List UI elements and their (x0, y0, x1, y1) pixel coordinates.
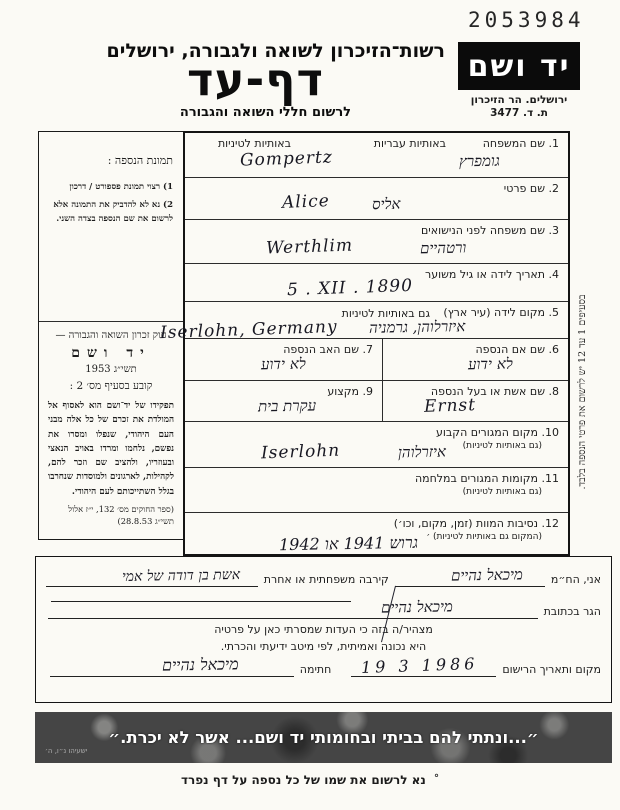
photo-instructions-box (39, 132, 183, 322)
row-birth-place (160, 302, 568, 344)
column-header-hebrew: באותיות עבריות (373, 137, 446, 150)
handwritten-relationship: אשת בן דודה של אמי (121, 566, 240, 586)
undersigned-label: אני, הח״מ (550, 573, 601, 586)
law-paragraph: תפקידו של יד־ושם הוא לאסוף אל המולדת את זכרם של כל אלה מבני העם היהודי, שנפלו ומסרו את נפשם, נלחמו ומרדו באויב הנאצי ובעוזריו, ולהציב שם וזכר להם, לקהילות, לארגונים ולמוסדות שנחרבו בגלל השתייכותם לעם היהודי. (48, 401, 174, 497)
handwritten-witness-name: מיכאל נהיים (450, 565, 523, 585)
handwritten-maiden-name-hebrew: ורטהיים (419, 238, 467, 258)
yad-vashem-logo-text: יד ושם (467, 48, 571, 84)
row-family-name (185, 133, 568, 178)
handwritten-place-date: 19 3 1986 (360, 653, 479, 678)
relationship-label: קירבה משפחתית או אחרת (263, 573, 389, 586)
photo-instruction-2: 2) נא לא להדביק את התמונה אלא לרשום את שם הנספה בצדה השני. (53, 200, 173, 224)
row-maiden-name (185, 220, 568, 264)
scripture-attribution: ישעיהו נ״ו, ה׳ (45, 747, 88, 755)
witness-identity-line (46, 565, 601, 587)
field-label: 6. שם אם הנספה (475, 343, 559, 356)
field-sublabel: גם באותיות לטיניות (341, 307, 430, 320)
handwritten-profession: עקרת בית (257, 396, 317, 416)
handwritten-signature: מיכאל נהיים (161, 654, 239, 675)
cell-profession (185, 381, 382, 421)
field-sublabel: (המקום גם באותיות לטיניות) ׳ (426, 532, 542, 542)
field-sublabel: (גם באותיות לטיניות) (462, 441, 542, 451)
field-label: 4. תאריך לידה או גיל משוער (425, 268, 559, 281)
handwritten-birth-date: 5 . XII . 1890 (286, 275, 414, 301)
cell-father-name (185, 339, 382, 380)
handwritten-address: מיכאל נהיים (380, 597, 453, 617)
relationship-field (46, 566, 258, 587)
row-first-name (185, 178, 568, 220)
scripture-quote: ״...ונתתי להם בביתי ובחומותי יד ושם... אשר לא יכרת.״ (108, 728, 539, 747)
law-yad-vashem: יד ושם (71, 345, 151, 361)
photo-box-title: תמונת הנספה : (107, 154, 173, 167)
handwritten-maiden-name-latin: Werthlim (265, 235, 354, 259)
field-label: 11. מקומות המגורים במלחמה (414, 472, 559, 485)
declaration-statement-line2: היא נכונה ואמיתית, לפי מיטב ידיעתי והכרתי. (220, 640, 427, 654)
witness-declaration-box (35, 556, 612, 703)
field-label: 1. שם המשפחה (482, 137, 559, 150)
field-label: 9. מקצוע (327, 385, 373, 398)
signature-label: חתימה (299, 663, 332, 676)
authority-title: רשות־הזיכרון לשואה ולגבורה, ירושלים (106, 40, 445, 62)
field-label: 7. שם האב הנספה (283, 343, 373, 356)
handwritten-spouse-name: Ernst (423, 395, 477, 417)
signature-field (50, 654, 294, 677)
handwritten-family-name-latin: Gompertz (239, 147, 334, 171)
footnote-text: נא לרשום את שמו של כל נספה על דף נפרד (180, 773, 426, 787)
handwritten-father-name: לא ידוע (261, 354, 307, 374)
row-permanent-residence (185, 422, 568, 468)
handwritten-mother-name: לא ידוע (468, 354, 514, 374)
handwritten-family-name-hebrew: גומפרץ (459, 151, 501, 171)
handwritten-residence-hebrew: איזרלוהן (397, 442, 447, 462)
address-label: הגר בכתובת (543, 605, 601, 618)
field-label: 3. שם משפחה לפני הנישואים (420, 224, 559, 237)
handwritten-birth-place-latin: Iserlohn, Germany (160, 316, 339, 344)
law-text-box (39, 322, 183, 528)
law-title-line: חוק זכרון השואה והגבורה — (55, 330, 167, 341)
address-field (48, 597, 538, 619)
declaration-statement-line1: מצהיר/ה בזה כי העדות שמסרתי כאן על פרטיה (214, 623, 433, 636)
victim-details-table (160, 131, 570, 556)
margin-instruction-note: בסעיפים 1 עד 12 יש לרשום את פרטי הנספה בלבד. (577, 294, 588, 490)
witness-address-line (48, 597, 601, 619)
law-year: תשי״ג 1953 (85, 364, 137, 375)
continuation-line (51, 601, 351, 602)
field-label: 8. שם אשת או בעל הנספה (430, 385, 559, 398)
column-header-latin: באותיות לטיניות (217, 137, 291, 150)
field-label: 10. מקום המגורים הקבוע (436, 426, 559, 439)
field-label: 5. מקום לידה (עיר ארץ) (443, 306, 559, 319)
row-spouse-profession (185, 381, 568, 422)
form-subtitle: לרשום חללי השואה והגבורה (179, 105, 352, 120)
serial-number-stamp: 2053984 (468, 8, 585, 32)
separate-page-footnote (0, 773, 620, 787)
place-date-label: מקום ותאריך הרישום (502, 663, 601, 676)
handwritten-first-name-latin: Alice (281, 191, 331, 213)
handwritten-birth-place-hebrew: איזרלוהן, גרמניה (368, 317, 466, 337)
law-source: (ספר החוקים מס׳ 132, י״ז אלול תשי״ג 28.8.53) (68, 503, 174, 527)
cell-spouse-name (382, 381, 568, 421)
form-title: דף-עד (187, 53, 324, 106)
law-section-line: קובע בסעיף מס׳ 2 : (69, 380, 153, 392)
cell-mother-name (382, 339, 568, 380)
field-sublabel: (גם באותיות לטיניות) (462, 487, 542, 497)
scripture-banner (35, 712, 612, 763)
field-label: 12. נסיבות המוות (זמן, מקום, וכו׳) (393, 517, 559, 530)
yad-vashem-logo (458, 42, 580, 90)
row-death-circumstances (185, 513, 568, 554)
photo-instruction-1: 1) רצוי תמונת פספורט / דרכון (69, 182, 173, 192)
footnote-marker-icon: ° (434, 773, 439, 784)
declaration-statement (36, 621, 611, 655)
handwritten-first-name-hebrew: אליס (371, 194, 401, 214)
row-parents-names (185, 339, 568, 381)
signature-line (50, 653, 601, 678)
place-date-field (351, 653, 496, 678)
logo-address-line1: ירושלים. הר הזיכרון (470, 94, 568, 106)
field-label: 2. שם פרטי (503, 182, 559, 195)
row-birth-date (185, 264, 568, 302)
row-wartime-residence (185, 468, 568, 513)
handwritten-residence-latin: Iserlohn (260, 440, 341, 464)
logo-address-line2: ת. ד. 3477 (490, 107, 548, 119)
witness-name-field (395, 565, 545, 587)
handwritten-death-circumstances: גרוש 1941 או 1942 (278, 532, 419, 555)
